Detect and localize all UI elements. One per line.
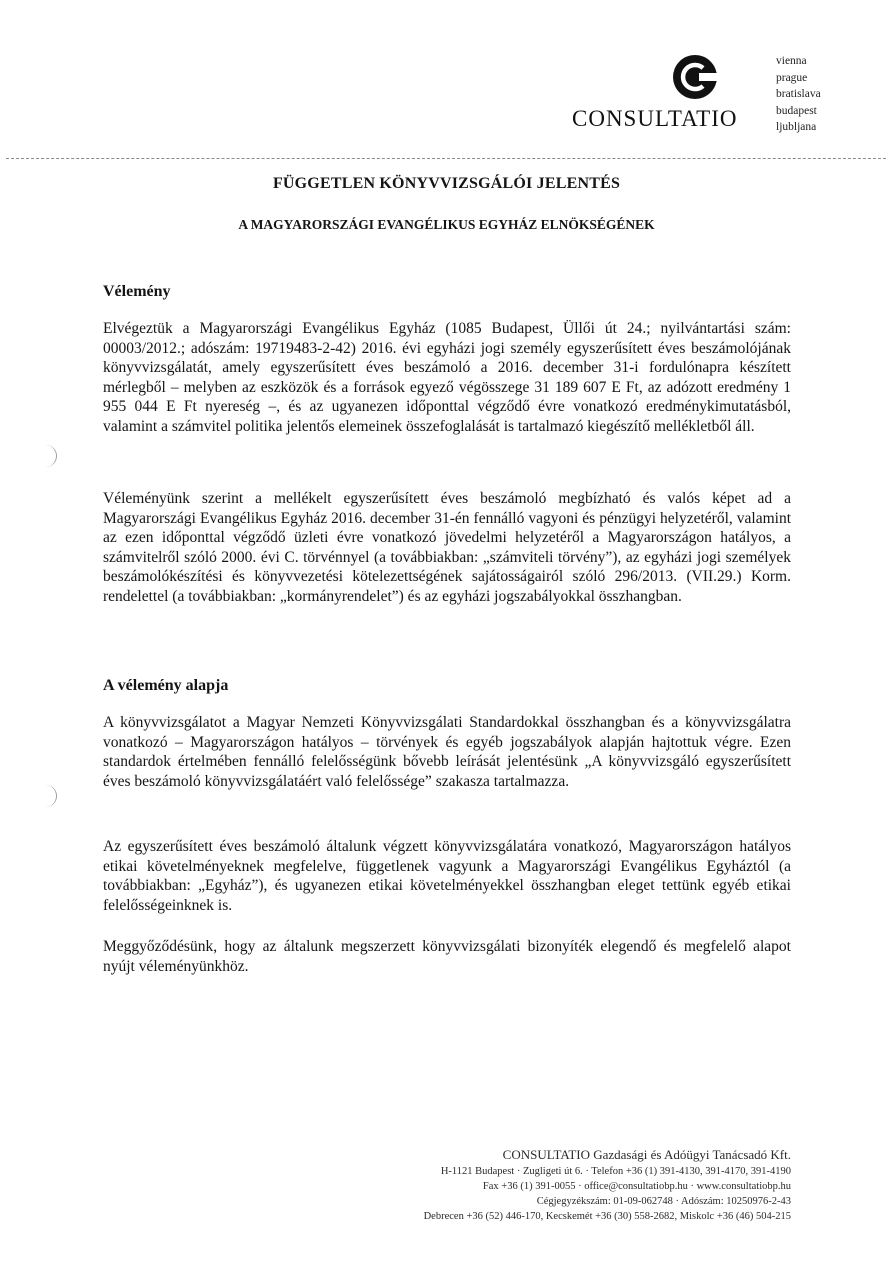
basis-paragraph-3: Meggyőződésünk, hogy az általunk megszerzett könyvvizsgálati bizonyíték elegendő és megfelelő alapot nyújt véleményünkhöz. — [103, 938, 791, 975]
basis-paragraph-2: Az egyszerűsített éves beszámoló általunk végzett könyvvizsgálatára vonatkozó, Magyarországon hatályos etikai követelményeknek megfelelve, függetlenek vagyunk a Magyarországi Evangélikus Egyháztól (a továbbiakban: „Egyház”), és ugyanezen etikai követelményekkel összhangban eleget tettünk egyéb etikai felelősségeinknek is. — [103, 838, 791, 914]
brand-name: CONSULTATIO — [572, 106, 738, 131]
footer-company-info — [424, 1146, 791, 1224]
opinion-paragraph-2: Véleményünk szerint a mellékelt egyszerűsített éves beszámoló megbízható és valós képet ad a Magyarországi Evangélikus Egyház 2016. december 31-én fennálló vagyoni és pénzügyi helyzetéről, valamint az ezen időponttal végződő üzleti évre vonatkozó jövedelmi helyzetéről a Magyarországon hatályos, a számvitelről szóló 2000. évi C. törvénnyel (a továbbiakban: „számviteli törvény”), az egyházi jogi személyek beszámolókészítési és könyvvezetési kötelezettségének sajátosságairól szóló 296/2013. (VII.29.) Korm. rendelettel (a továbbiakban: „kormányrendelet”) és az egyházi jogszabályokkal összhangban. — [103, 490, 791, 605]
basis-paragraph-1: A könyvvizsgálatot a Magyar Nemzeti Könyvvizsgálati Standardokkal összhangban és a könyvvizsgálatra vonatkozó – Magyarországon hatályos – törvények és egyéb jogszabályok alapján hajtottuk végre. Ezen standardok értelmében fennálló felelősségünk bővebb leírását jelentésünk „A könyvvizsgáló egyszerűsített éves beszámoló könyvvizsgálatáért való felelőssége” szakasza tartalmazza. — [103, 714, 791, 790]
city-item: ljubljana — [776, 121, 817, 133]
opinion-paragraph-1: Elvégeztük a Magyarországi Evangélikus Egyház (1085 Budapest, Üllői út 24.; nyilvántartási szám: 00003/2012.; adószám: 19719483-2-42) 2016. évi egyházi jogi személy egyszerűsített éves beszámolójának könyvvizsgálatát, amely egyszerűsített éves beszámoló a 2016. december 31-i fordulónapra készített mérlegből – melyben az eszközök és a források egyező végösszege 31 189 607 E Ft, az adózott eredmény 1 955 044 E Ft nyereség –, és az ugyanezen időponttal végződő évre vonatkozó eredménykimutatásból, valamint a számvitel politika jelentős elemeinek összefoglalását is tartalmazó kiegészítő mellékletből áll. — [103, 320, 791, 435]
city-item: prague — [776, 71, 808, 84]
office-cities-list — [776, 53, 821, 136]
city-item: budapest — [776, 104, 817, 117]
basis-heading: A vélemény alapja — [103, 677, 229, 694]
city-item: bratislava — [776, 88, 821, 100]
consultatio-logo — [560, 48, 760, 138]
punch-hole-mark — [40, 785, 57, 807]
consultatio-c-mark-icon — [672, 54, 718, 100]
report-title: FÜGGETLEN KÖNYVVIZSGÁLÓI JELENTÉS — [272, 175, 621, 192]
footer-registration-line: Cégjegyzékszám: 01-09-062748 · Adószám: 10250976-2-43 — [536, 1196, 791, 1207]
city-item: vienna — [776, 55, 807, 67]
footer-branches-line: Debrecen +36 (52) 446-170, Kecskemét +36 (30) 558-2682, Miskolc +36 (46) 504-215 — [423, 1211, 791, 1222]
report-addressee: A MAGYARORSZÁGI EVANGÉLIKUS EGYHÁZ ELNÖKSÉGÉNEK — [238, 217, 655, 232]
punch-hole-mark — [40, 445, 57, 467]
footer-company-name: CONSULTATIO Gazdasági és Adóügyi Tanácsadó Kft. — [502, 1147, 791, 1162]
footer-address-line: H-1121 Budapest · Zugligeti út 6. · Telefon +36 (1) 391-4130, 391-4170, 391-4190 — [440, 1166, 791, 1177]
footer-contact-line: Fax +36 (1) 391-0055 · office@consultatiobp.hu · www.consultatiobp.hu — [482, 1181, 791, 1192]
opinion-heading: Vélemény — [103, 283, 171, 300]
header-divider — [6, 158, 886, 159]
